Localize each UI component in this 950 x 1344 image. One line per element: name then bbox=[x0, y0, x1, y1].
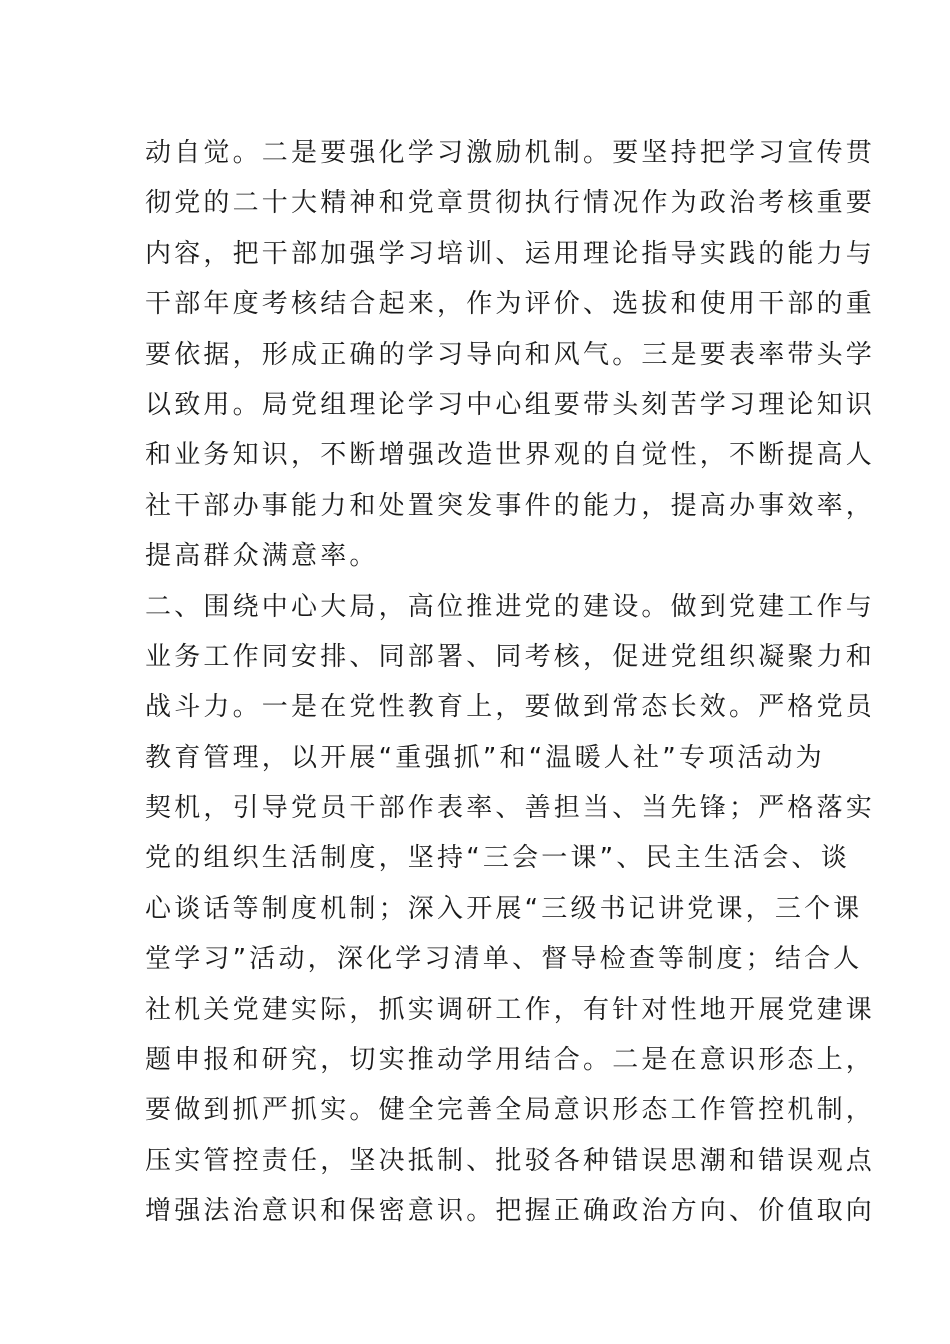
text-line: 要做到抓严抓实。健全完善全局意识形态工作管控机制， bbox=[145, 1095, 876, 1126]
text-line: 社干部办事能力和处置突发事件的能力，提高办事效率， bbox=[145, 490, 876, 521]
text-line: 以致用。局党组理论学习中心组要带头刻苦学习理论知识 bbox=[145, 389, 876, 420]
text-line: 彻党的二十大精神和党章贯彻执行情况作为政治考核重要 bbox=[145, 188, 876, 219]
text-line: 提高群众满意率。 bbox=[145, 541, 379, 572]
text-line: 心谈话等制度机制；深入开展“三级书记讲党课，三个课 bbox=[145, 893, 863, 924]
text-line: 契机，引导党员干部作表率、善担当、当先锋；严格落实 bbox=[145, 793, 876, 824]
body-text bbox=[145, 128, 876, 1237]
text-line: 压实管控责任，坚决抵制、批驳各种错误思潮和错误观点 bbox=[145, 1145, 876, 1176]
text-line: 干部年度考核结合起来，作为评价、选拔和使用干部的重 bbox=[145, 289, 876, 320]
text-line: 党的组织生活制度，坚持“三会一课”、民主生活会、谈 bbox=[145, 843, 850, 874]
text-line: 社机关党建实际，抓实调研工作，有针对性地开展党建课 bbox=[145, 994, 876, 1025]
text-line: 要依据，形成正确的学习导向和风气。三是要表率带头学 bbox=[145, 339, 876, 370]
text-line: 堂学习”活动，深化学习清单、督导检查等制度；结合人 bbox=[145, 944, 863, 975]
text-line: 和业务知识，不断增强改造世界观的自觉性，不断提高人 bbox=[145, 440, 876, 471]
text-line: 战斗力。一是在党性教育上，要做到常态长效。严格党员 bbox=[145, 692, 876, 723]
text-line: 动自觉。二是要强化学习激励机制。要坚持把学习宣传贯 bbox=[145, 138, 876, 168]
text-line: 教育管理，以开展“重强抓”和“温暖人社”专项活动为 bbox=[145, 742, 825, 773]
text-line: 业务工作同安排、同部署、同考核，促进党组织凝聚力和 bbox=[145, 641, 876, 672]
text-line: 题申报和研究，切实推动学用结合。二是在意识形态上， bbox=[145, 1045, 876, 1076]
section-heading-line: 二、围绕中心大局，高位推进党的建设。做到党建工作与 bbox=[145, 591, 876, 622]
text-line: 增强法治意识和保密意识。把握正确政治方向、价值取向 bbox=[145, 1196, 876, 1227]
text-line: 内容，把干部加强学习培训、运用理论指导实践的能力与 bbox=[145, 238, 876, 269]
